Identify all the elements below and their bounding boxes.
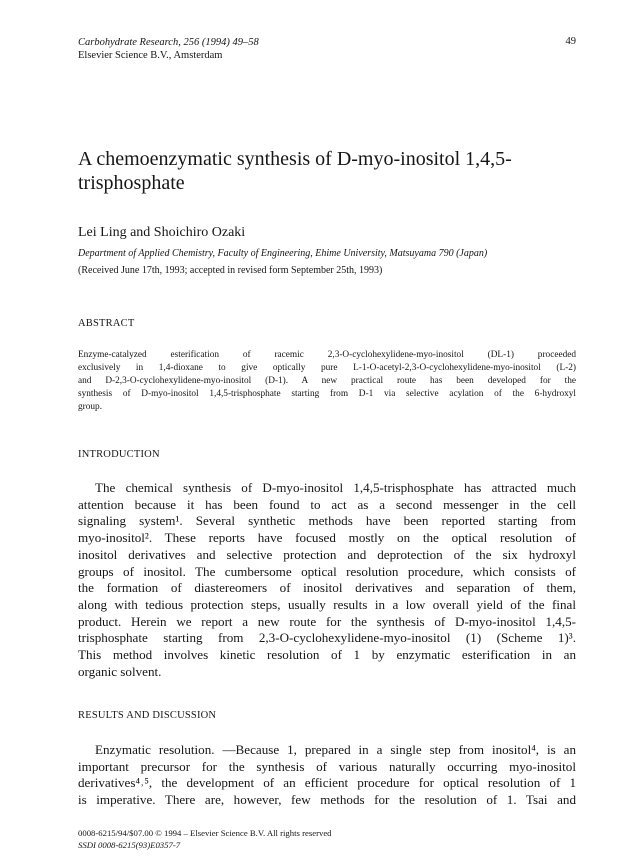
abstract-line: and D-2,3-O-cyclohexylidene-myo-inositol (D-1). A new practical route has been developed for the — [78, 376, 576, 386]
journal-line: Carbohydrate Research, 256 (1994) 49–58 — [78, 37, 259, 48]
footer — [78, 827, 332, 851]
results-line: derivatives⁴˒⁵, the development of an efficient procedure for optical resolution of 1 — [78, 775, 576, 791]
results-line: Enzymatic resolution. —Because 1, prepared in a single step from inositol⁴, is an — [95, 742, 576, 757]
journal-citation — [78, 36, 259, 62]
introduction-line: product. Herein we report a new route for the synthesis of D-myo-inositol 1,4,5- — [78, 613, 576, 629]
introduction-heading: INTRODUCTION — [78, 449, 160, 460]
introduction-body — [78, 480, 576, 680]
abstract-heading: ABSTRACT — [78, 318, 135, 329]
paper-title: A chemoenzymatic synthesis of D-myo-inositol 1,4,5-trisphosphate — [78, 148, 512, 194]
introduction-line: attention because it has been found to act as a second messenger in the cell — [78, 496, 576, 512]
introduction-line: myo-inositol². These reports have focused mostly on the optical resolution of — [78, 530, 576, 546]
publisher-line: Elsevier Science B.V., Amsterdam — [78, 50, 223, 61]
copyright-line: 0008-6215/94/$07.00 © 1994 – Elsevier Science B.V. All rights reserved — [78, 828, 332, 838]
introduction-line: trisphosphate starting from 2,3-O-cyclohexylidene-myo-inositol (1) (Scheme 1)³. — [78, 630, 576, 646]
authors: Lei Ling and Shoichiro Ozaki — [78, 225, 246, 240]
affiliation: Department of Applied Chemistry, Faculty of Engineering, Ehime University, Matsuyama 790 (Japan) — [78, 248, 488, 259]
introduction-line: the formation of diastereomers of inositol derivatives and separation of them, — [78, 580, 576, 596]
results-line: is imperative. There are, however, few methods for the resolution of 1. Tsai and — [78, 792, 576, 808]
results-heading: RESULTS AND DISCUSSION — [78, 710, 217, 721]
abstract-line: Enzyme-catalyzed esterification of racemic 2,3-O-cyclohexylidene-myo-inositol (DL-1) proceeded — [78, 350, 576, 360]
abstract-line: synthesis of D-myo-inositol 1,4,5-trisphosphate starting from D-1 via selective acylation of the 6-hydroxyl — [78, 389, 576, 399]
received-dates: (Received June 17th, 1993; accepted in revised form September 25th, 1993) — [78, 265, 383, 276]
introduction-line: This method involves kinetic resolution of 1 by enzymatic esterification in an — [78, 647, 576, 663]
abstract-line: exclusively in 1,4-dioxane to give optically pure L-1-O-acetyl-2,3-O-cyclohexylidene-myo-inositol (L-2) — [78, 363, 576, 373]
introduction-line: groups of inositol. The cumbersome optical resolution procedure, which consists of — [78, 563, 576, 579]
introduction-line: along with tedious protection steps, usually results in a low overall yield of the final — [78, 596, 576, 612]
introduction-line: organic solvent. — [78, 663, 162, 679]
ssdi-line: SSDI 0008-6215(93)E0357-7 — [78, 840, 181, 850]
introduction-line: signaling system¹. Several synthetic methods have been reported starting from — [78, 513, 576, 529]
results-body — [78, 742, 576, 809]
abstract-body — [78, 349, 576, 414]
abstract-line: group. — [78, 402, 103, 412]
introduction-line: The chemical synthesis of D-myo-inositol 1,4,5-trisphosphate has attracted much — [95, 480, 576, 495]
results-line: important precursor for the synthesis of various naturally occurring myo-inositol — [78, 758, 576, 774]
page-number: 49 — [565, 36, 576, 47]
introduction-line: inositol derivatives and selective protection and deprotection of the six hydroxyl — [78, 546, 576, 562]
